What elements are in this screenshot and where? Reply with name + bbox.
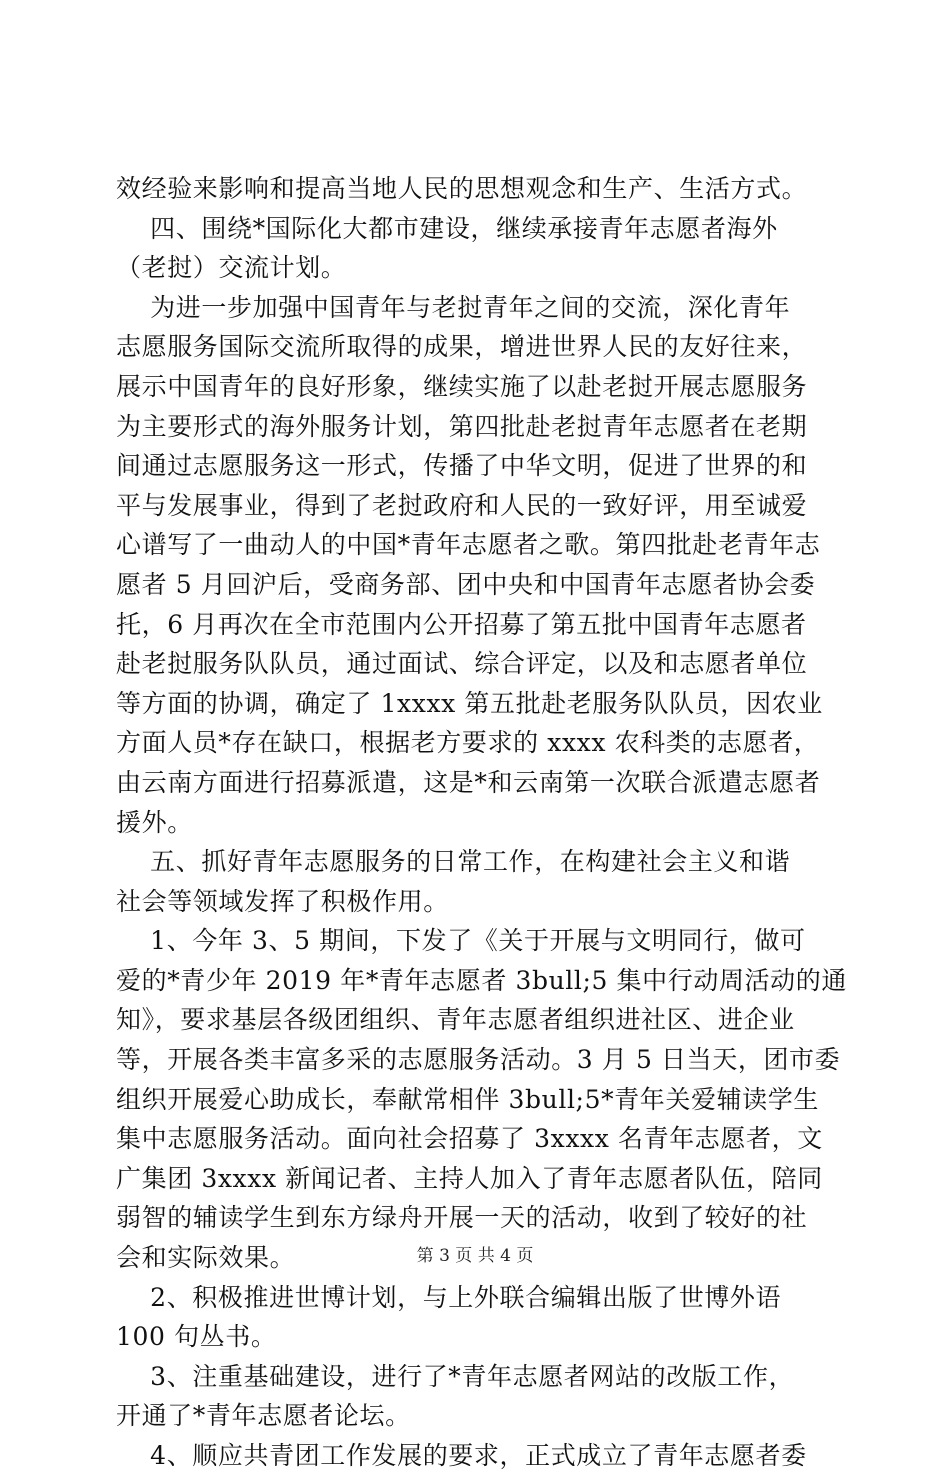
- text-line: 赴老挝服务队队员，通过面试、综合评定，以及和志愿者单位: [116, 649, 808, 679]
- text-line: 4、顺应共青团工作发展的要求，正式成立了青年志愿者委: [116, 1441, 807, 1470]
- text-line: 会和实际效果。: [116, 1243, 296, 1273]
- text-line: 广集团 3xxxx 新闻记者、主持人加入了青年志愿者队伍，陪同: [116, 1163, 823, 1193]
- text-line: 五、抓好青年志愿服务的日常工作，在构建社会主义和谐: [116, 847, 791, 877]
- text-line: 展示中国青年的良好形象，继续实施了以赴老挝开展志愿服务: [116, 371, 808, 401]
- text-line: 托，6 月再次在全市范围内公开招募了第五批中国青年志愿者: [116, 609, 807, 639]
- text-line: 心谱写了一曲动人的中国*青年志愿者之歌。第四批赴老青年志: [116, 530, 821, 560]
- text-line: 为主要形式的海外服务计划，第四批赴老挝青年志愿者在老期: [116, 411, 808, 441]
- body-text: [116, 169, 847, 1476]
- text-line: 平与发展事业，得到了老挝政府和人民的一致好评，用至诚爱: [116, 490, 808, 520]
- text-line: 爱的*青少年 2019 年*青年志愿者 3bull;5 集中行动周活动的通: [116, 965, 847, 995]
- text-line: 效经验来影响和提高当地人民的思想观念和生产、生活方式。: [116, 174, 808, 203]
- text-line: （老挝）交流计划。: [116, 253, 347, 283]
- text-line: 社会等领域发挥了积极作用。: [116, 886, 449, 916]
- text-line: 方面人员*存在缺口，根据老方要求的 xxxx 农科类的志愿者，: [116, 728, 820, 758]
- text-line: 开通了*青年志愿者论坛。: [116, 1401, 411, 1431]
- text-line: 为进一步加强中国青年与老挝青年之间的交流，深化青年: [116, 292, 791, 322]
- text-line: 等，开展各类丰富多采的志愿服务活动。3 月 5 日当天，团市委: [116, 1045, 841, 1075]
- text-line: 2、积极推进世博计划，与上外联合编辑出版了世博外语: [116, 1282, 782, 1312]
- text-line: 间通过志愿服务这一形式，传播了中华文明，促进了世界的和: [116, 451, 808, 481]
- text-line: 由云南方面进行招募派遣，这是*和云南第一次联合派遣志愿者: [116, 767, 821, 797]
- text-line: 集中志愿服务活动。面向社会招募了 3xxxx 名青年志愿者，文: [116, 1124, 823, 1154]
- text-line: 援外。: [116, 807, 193, 837]
- text-line: 志愿服务国际交流所取得的成果，增进世界人民的友好往来，: [116, 332, 808, 362]
- text-line: 等方面的协调，确定了 1xxxx 第五批赴老服务队队员，因农业: [116, 688, 823, 718]
- text-line: 组织开展爱心助成长，奉献常相伴 3bull;5*青年关爱辅读学生: [116, 1084, 819, 1114]
- text-line: 弱智的辅读学生到东方绿舟开展一天的活动，收到了较好的社: [116, 1203, 808, 1233]
- text-line: 1、今年 3、5 期间，下发了《关于开展与文明同行，做可: [116, 926, 806, 956]
- page-number-footer: 第 3 页 共 4 页: [416, 1246, 534, 1266]
- text-line: 知》，要求基层各级团组织、青年志愿者组织进社区、进企业: [116, 1005, 795, 1035]
- text-line: 100 句丛书。: [116, 1322, 277, 1352]
- text-line: 3、注重基础建设，进行了*青年志愿者网站的改版工作，: [116, 1361, 795, 1391]
- text-line: 愿者 5 月回沪后，受商务部、团中央和中国青年志愿者协会委: [116, 569, 816, 599]
- text-line: 四、围绕*国际化大都市建设，继续承接青年志愿者海外: [116, 213, 778, 243]
